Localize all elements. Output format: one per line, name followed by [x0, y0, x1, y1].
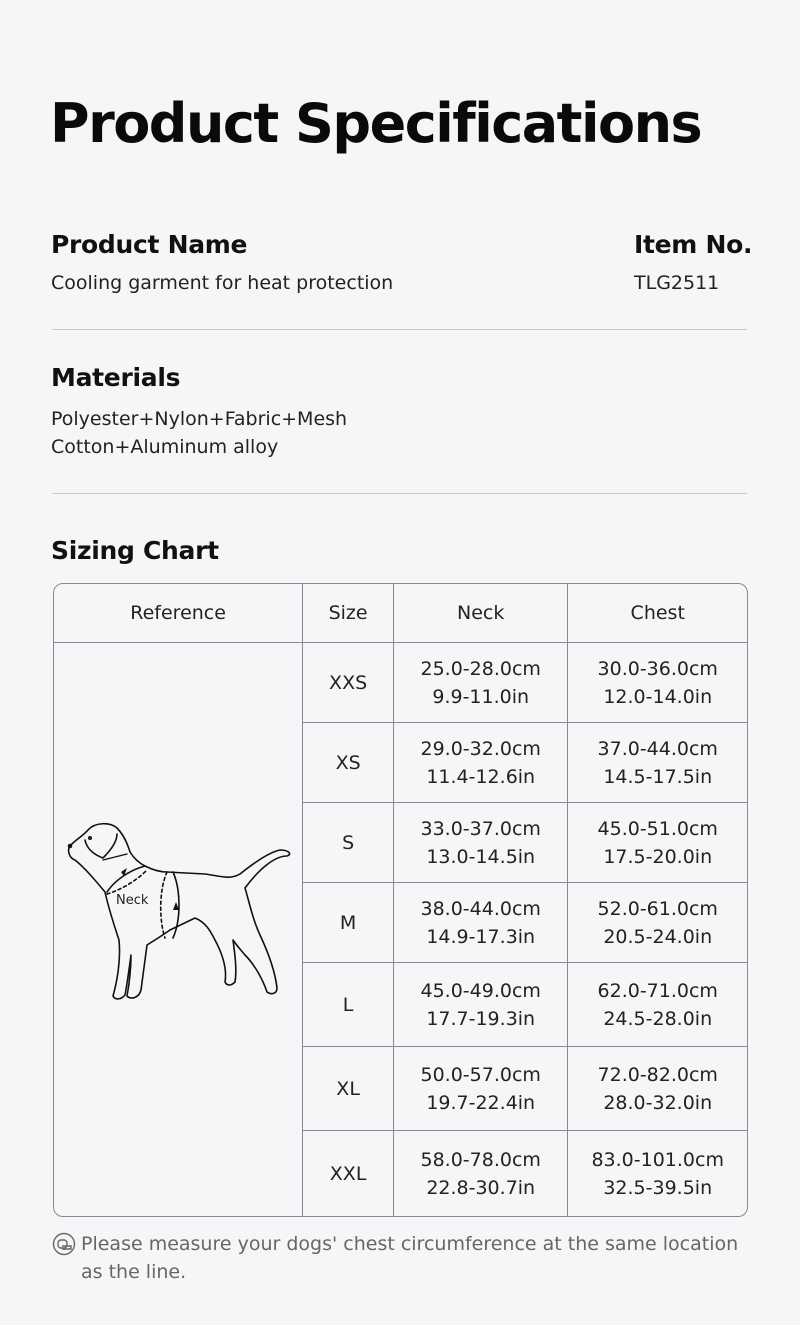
- dog-diagram: [55, 810, 300, 1010]
- chest-cell: [568, 1047, 747, 1131]
- neck-cm: 38.0-44.0cm: [420, 897, 541, 920]
- materials-line: Polyester+Nylon+Fabric+Mesh: [51, 408, 348, 430]
- neck-cm: 25.0-28.0cm: [420, 657, 541, 680]
- chest-in: 32.5-39.5in: [603, 1176, 713, 1199]
- neck-cell: [394, 643, 568, 723]
- chest-cell: [568, 1131, 747, 1216]
- neck-cell: [394, 1131, 568, 1216]
- materials-value: [51, 405, 347, 461]
- header-neck: Neck: [394, 584, 568, 643]
- product-name-label: Product Name: [51, 230, 248, 259]
- size-cell: S: [303, 803, 394, 883]
- table-row: [54, 643, 747, 723]
- divider: [52, 493, 747, 494]
- page-title: Product Specifications: [50, 92, 702, 155]
- chest-cell: [568, 883, 747, 963]
- neck-in: 9.9-11.0in: [432, 685, 530, 708]
- chest-cm: 83.0-101.0cm: [591, 1148, 724, 1171]
- neck-in: 13.0-14.5in: [426, 845, 536, 868]
- size-cell: XL: [303, 1047, 394, 1131]
- chest-in: 28.0-32.0in: [603, 1091, 713, 1114]
- chest-cell: [568, 643, 747, 723]
- chest-cm: 37.0-44.0cm: [597, 737, 718, 760]
- arrow-icon: [173, 902, 179, 910]
- tape-measure-icon: [52, 1232, 76, 1256]
- neck-cell: [394, 723, 568, 803]
- header-chest: Chest: [568, 584, 747, 643]
- chest-cell: [568, 963, 747, 1047]
- neck-in: 14.9-17.3in: [426, 925, 536, 948]
- neck-in: 22.8-30.7in: [426, 1176, 536, 1199]
- size-cell: M: [303, 883, 394, 963]
- materials-line: Cotton+Aluminum alloy: [51, 436, 279, 458]
- neck-cm: 50.0-57.0cm: [420, 1063, 541, 1086]
- size-cell: XXL: [303, 1131, 394, 1216]
- chest-cm: 72.0-82.0cm: [597, 1063, 718, 1086]
- divider: [52, 329, 747, 330]
- measure-note: Please measure your dogs' chest circumference at the same location as the line.: [81, 1233, 739, 1283]
- chest-cell: [568, 723, 747, 803]
- chest-in: 17.5-20.0in: [603, 845, 713, 868]
- chest-cm: 45.0-51.0cm: [597, 817, 718, 840]
- chest-cm: 62.0-71.0cm: [597, 979, 718, 1002]
- chest-cm: 52.0-61.0cm: [597, 897, 718, 920]
- neck-in: 19.7-22.4in: [426, 1091, 536, 1114]
- chest-cell: [568, 803, 747, 883]
- neck-label: Neck: [116, 893, 149, 908]
- table-header-row: [54, 584, 747, 643]
- size-cell: XS: [303, 723, 394, 803]
- sizing-chart-label: Sizing Chart: [51, 536, 219, 565]
- chest-in: 24.5-28.0in: [603, 1007, 713, 1030]
- product-name-value: Cooling garment for heat protection: [51, 272, 394, 294]
- materials-label: Materials: [51, 363, 181, 392]
- neck-cell: [394, 803, 568, 883]
- neck-cm: 29.0-32.0cm: [420, 737, 541, 760]
- item-no-label: Item No.: [634, 230, 753, 259]
- neck-cell: [394, 883, 568, 963]
- neck-cell: [394, 1047, 568, 1131]
- chest-cm: 30.0-36.0cm: [597, 657, 718, 680]
- neck-in: 17.7-19.3in: [426, 1007, 536, 1030]
- size-cell: L: [303, 963, 394, 1047]
- neck-cell: [394, 963, 568, 1047]
- size-cell: XXS: [303, 643, 394, 723]
- neck-cm: 58.0-78.0cm: [420, 1148, 541, 1171]
- chest-in: 20.5-24.0in: [603, 925, 713, 948]
- header-reference: Reference: [54, 584, 303, 643]
- chest-in: 14.5-17.5in: [603, 765, 713, 788]
- neck-cm: 33.0-37.0cm: [420, 817, 541, 840]
- neck-cm: 45.0-49.0cm: [420, 979, 541, 1002]
- chest-in: 12.0-14.0in: [603, 685, 713, 708]
- item-no-value: TLG2511: [634, 272, 720, 294]
- header-size: Size: [303, 584, 394, 643]
- neck-in: 11.4-12.6in: [426, 765, 536, 788]
